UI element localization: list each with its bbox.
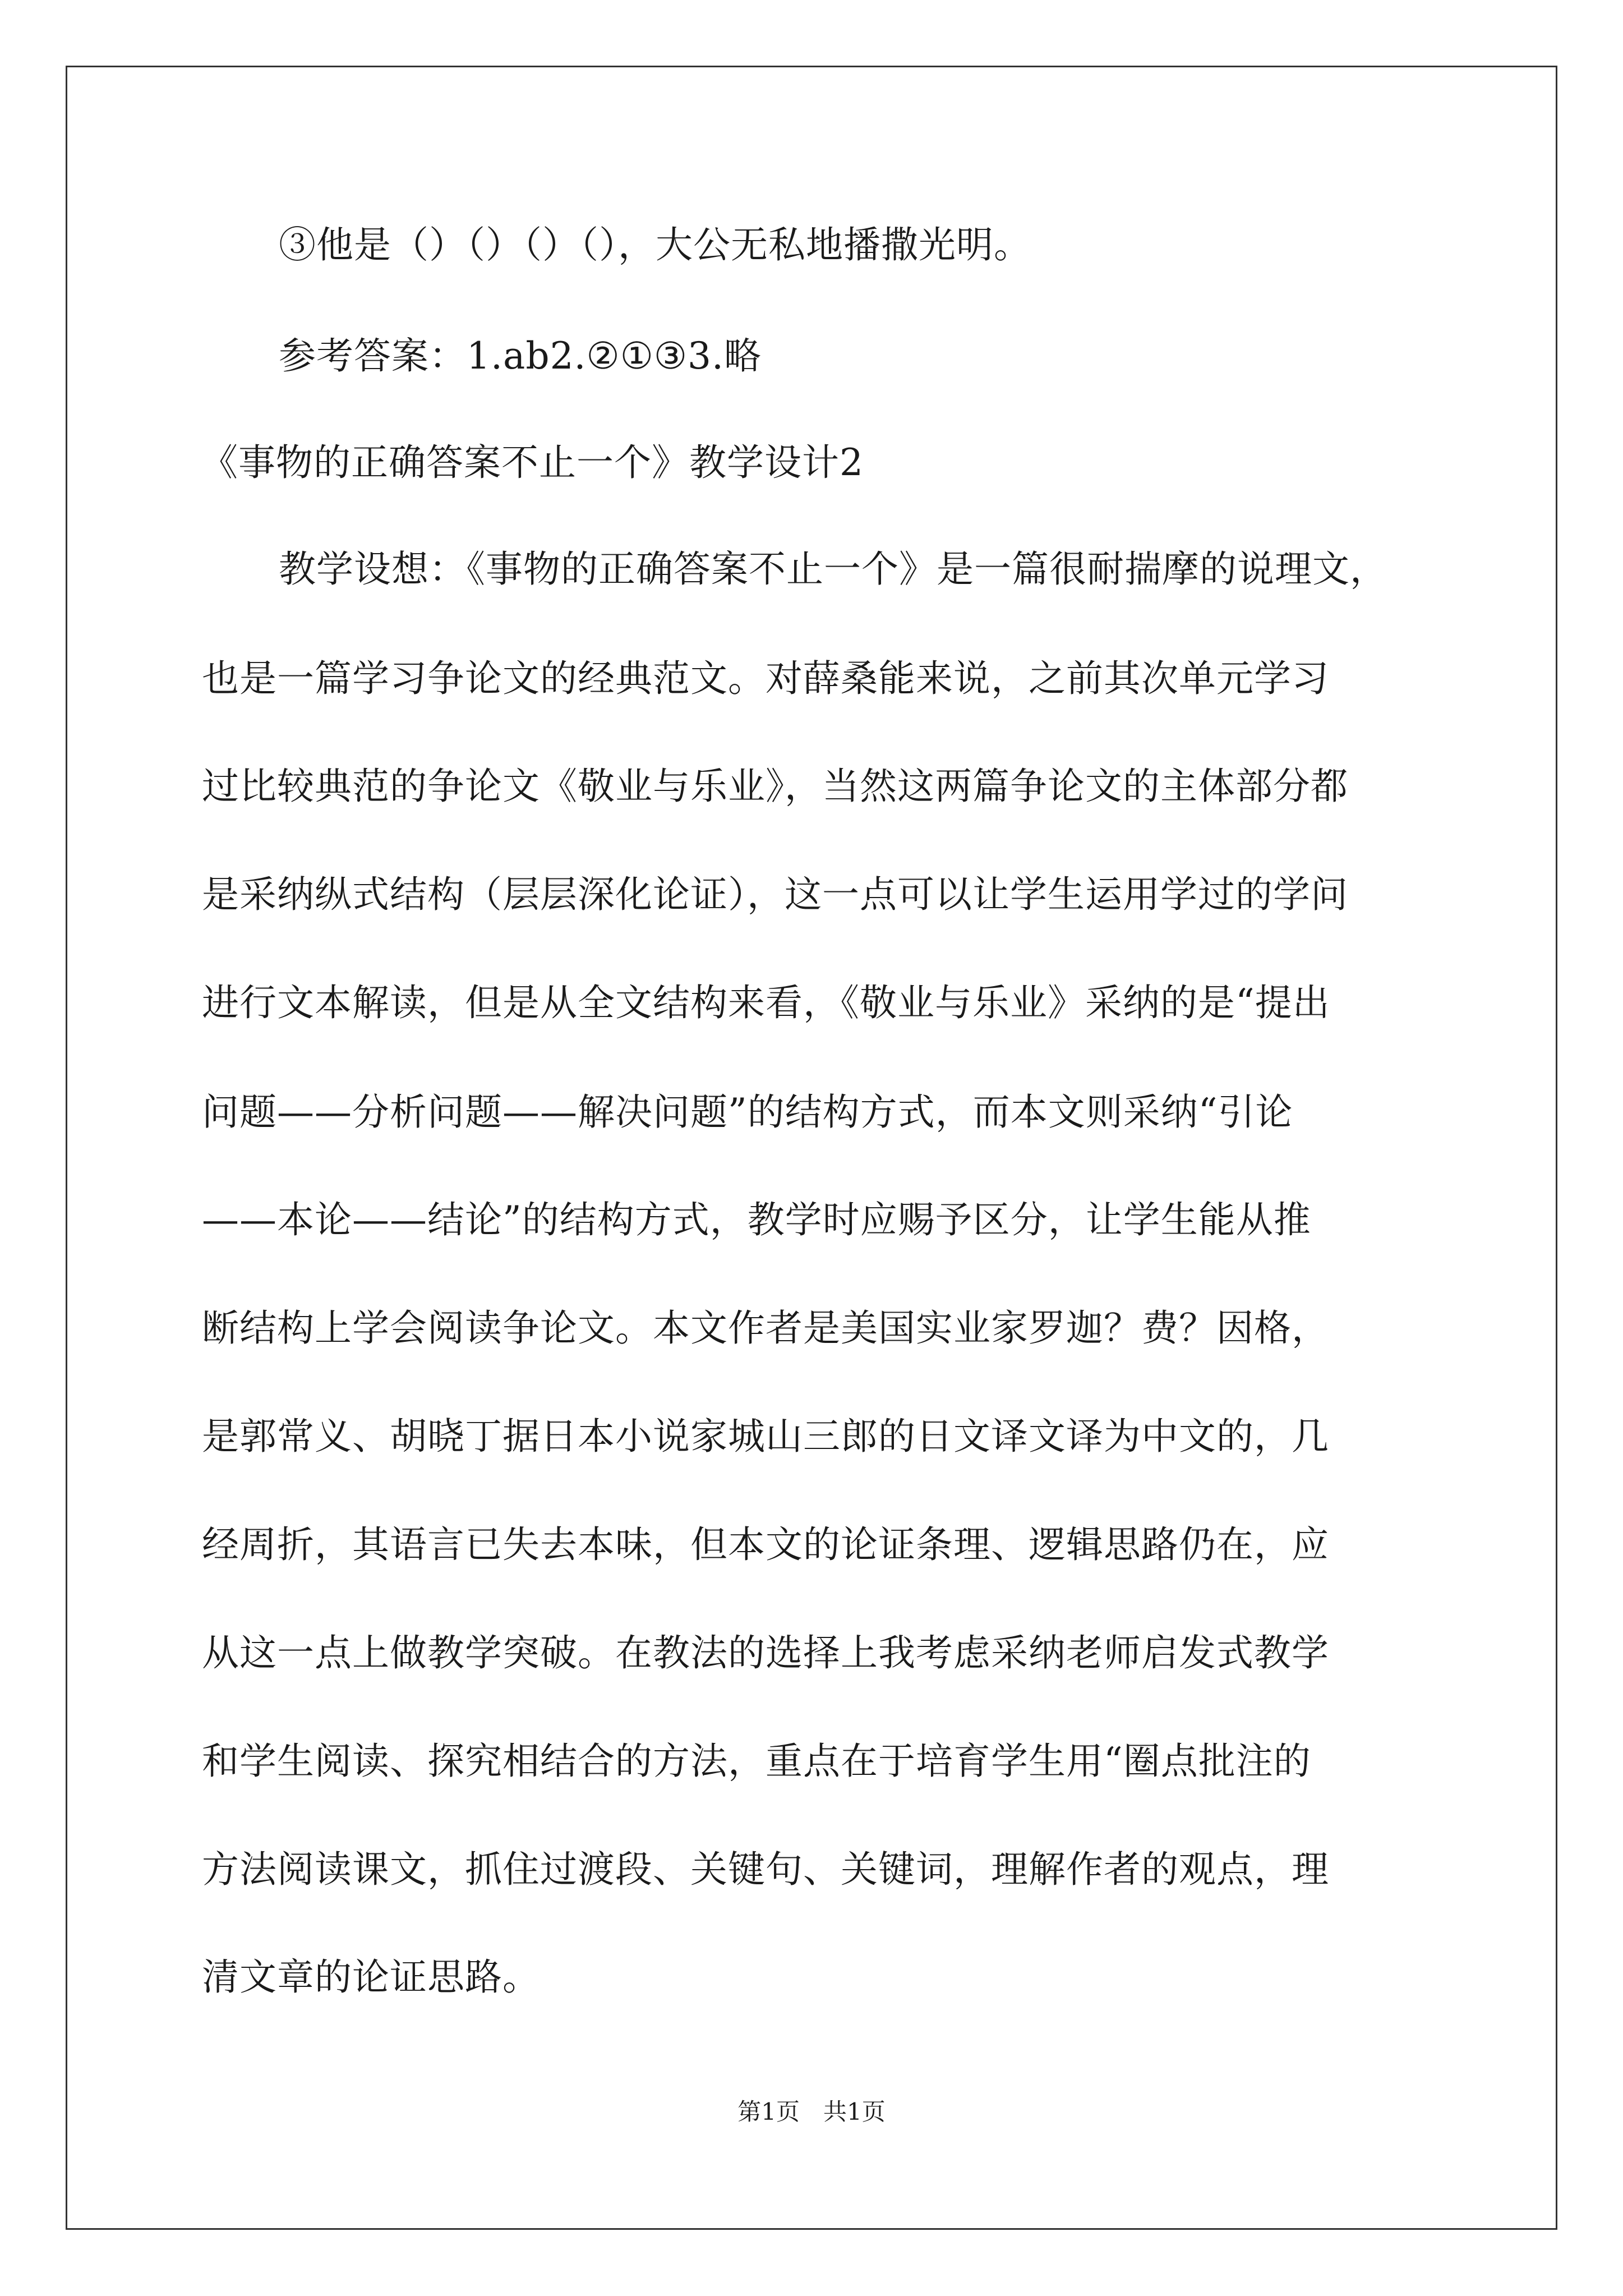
paragraph-line: 从这一点上做教学突破。在教法的选择上我考虑采纳老师启发式教学 [202, 1631, 1329, 1674]
section-heading: 《事物的正确答案不止一个》教学设计2 [201, 441, 864, 484]
page-number-footer: 第1页 共1页 [737, 2098, 886, 2125]
paragraph-line: 教学设想：《事物的正确答案不止一个》是一篇很耐揣摩的说理文， [279, 547, 1387, 591]
paragraph-line: 经周折，其语言已失去本味，但本文的论证条理、逻辑思路仍在，应 [202, 1523, 1329, 1566]
paragraph-line: ——本论——结论”的结构方式，教学时应赐予区分，让学生能从推 [202, 1198, 1311, 1241]
answer-line: 参考答案：1.ab2.②①③3.略 [279, 334, 762, 378]
paragraph-line: 是采纳纵式结构（层层深化论证），这一点可以让学生运用学过的学问 [202, 873, 1348, 916]
paragraph-line: 方法阅读课文，抓住过渡段、关键句、关键词，理解作者的观点，理 [202, 1848, 1329, 1891]
paragraph-line: 进行文本解读，但是从全文结构来看，《敬业与乐业》采纳的是“提出 [202, 981, 1330, 1024]
exercise-line: ③他是（）（）（）（），大公无私地播撒光明。 [279, 223, 1031, 266]
paragraph-line: 清文章的论证思路。 [202, 1955, 540, 1999]
paragraph-line: 也是一篇学习争论文的经典范文。对薛桑能来说，之前其次单元学习 [202, 657, 1329, 700]
paragraph-line: 和学生阅读、探究相结合的方法，重点在于培育学生用“圈点批注的 [202, 1740, 1311, 1783]
paragraph-line: 断结构上学会阅读争论文。本文作者是美国实业家罗迦？费？因格， [202, 1306, 1329, 1350]
paragraph-line: 过比较典范的争论文《敬业与乐业》，当然这两篇争论文的主体部分都 [202, 765, 1348, 808]
paragraph-line: 是郭常义、胡晓丁据日本小说家城山三郎的日文译文译为中文的，几 [202, 1415, 1329, 1458]
paragraph-line: 问题——分析问题——解决问题”的结构方式，而本文则采纳“引论 [202, 1091, 1293, 1134]
page-border [66, 66, 1557, 2230]
